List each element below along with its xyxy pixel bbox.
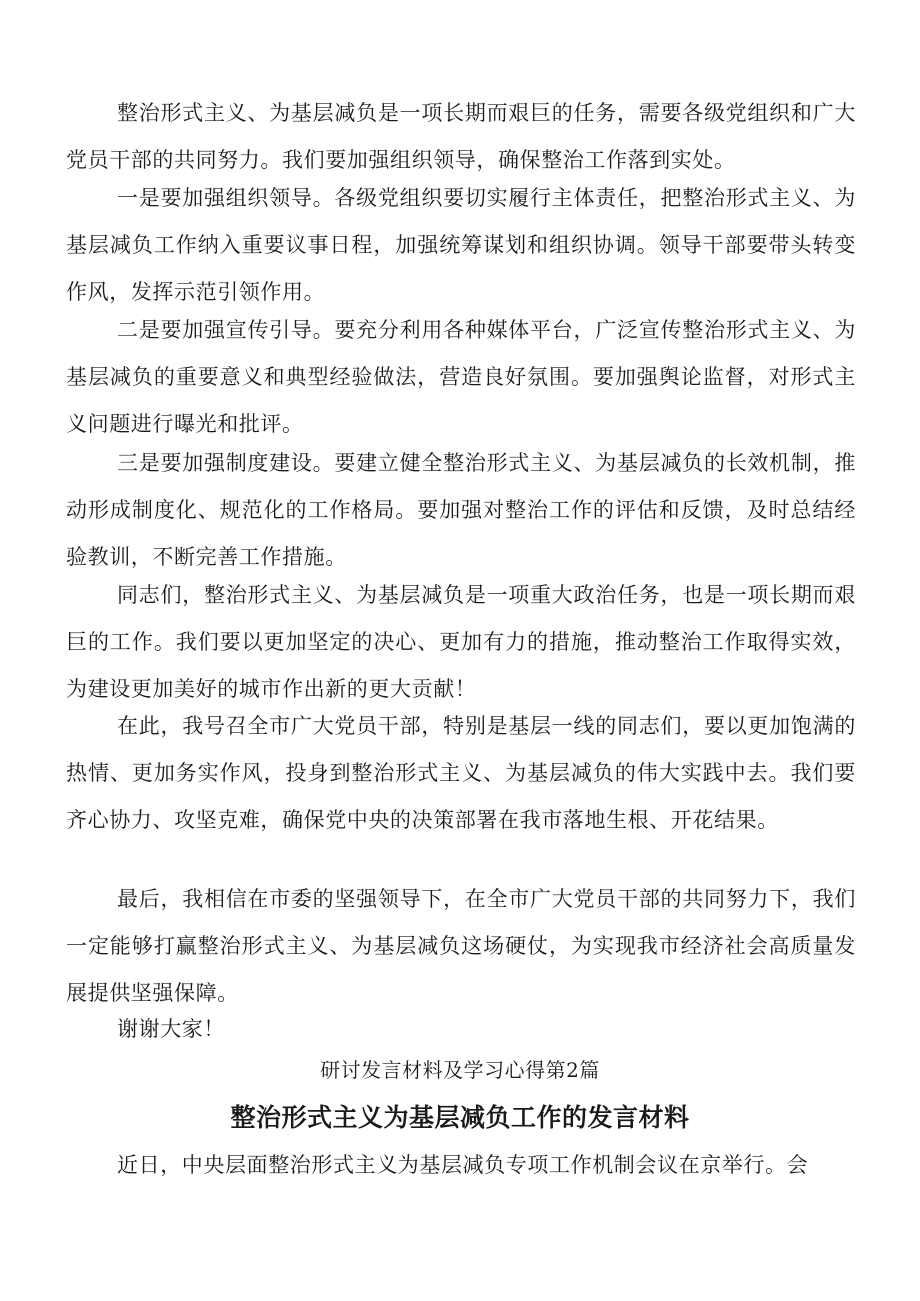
paragraph-call-to-action: 在此，我号召全市广大党员干部，特别是基层一线的同志们，要以更加饱满的热情、更加务实作风，投身到整治形式主义、为基层减负的伟大实践中去。我们要齐心协力、攻坚克难，确保党中央的决策部署在我市落地生根、开花结果。 <box>66 714 856 832</box>
paragraph-closing-confidence: 最后，我相信在市委的坚强领导下，在全市广大党员干部的共同努力下，我们一定能够打赢整治形式主义、为基层减负这场硬仗，为实现我市经济社会高质量发展提供坚强保障。 <box>66 887 856 1005</box>
document-title: 整治形式主义为基层减负工作的发言材料 <box>230 1103 690 1132</box>
paragraph-intro-truncated: 近日，中央层面整治形式主义为基层减负专项工作机制会议在京举行。会 <box>117 1153 809 1177</box>
paragraph-burden-reduction-task: 整治形式主义、为基层减负是一项长期而艰巨的任务，需要各级党组织和广大党员干部的共同努力。我们要加强组织领导，确保整治工作落到实处。 <box>66 101 856 172</box>
section-heading: 研讨发言材料及学习心得第2篇 <box>320 1058 600 1082</box>
paragraph-organizational-leadership: 一是要加强组织领导。各级党组织要切实履行主体责任，把整治形式主义、为基层减负工作纳入重要议事日程，加强统筹谋划和组织协调。领导干部要带头转变作风，发挥示范引领作用。 <box>66 186 856 304</box>
paragraph-publicity-guidance: 二是要加强宣传引导。要充分利用各种媒体平台，广泛宣传整治形式主义、为基层减负的重要意义和典型经验做法，营造良好氛围。要加强舆论监督，对形式主义问题进行曝光和批评。 <box>66 318 856 436</box>
paragraph-thanks: 谢谢大家！ <box>117 1017 225 1041</box>
paragraph-comrades-address: 同志们，整治形式主义、为基层减负是一项重大政治任务，也是一项长期而艰巨的工作。我们要以更加坚定的决心、更加有力的措施，推动整治工作取得实效，为建设更加美好的城市作出新的更大贡献！ <box>66 583 856 701</box>
paragraph-institutional-building: 三是要加强制度建设。要建立健全整治形式主义、为基层减负的长效机制，推动形成制度化、规范化的工作格局。要加强对整治工作的评估和反馈，及时总结经验教训，不断完善工作措施。 <box>66 451 856 569</box>
